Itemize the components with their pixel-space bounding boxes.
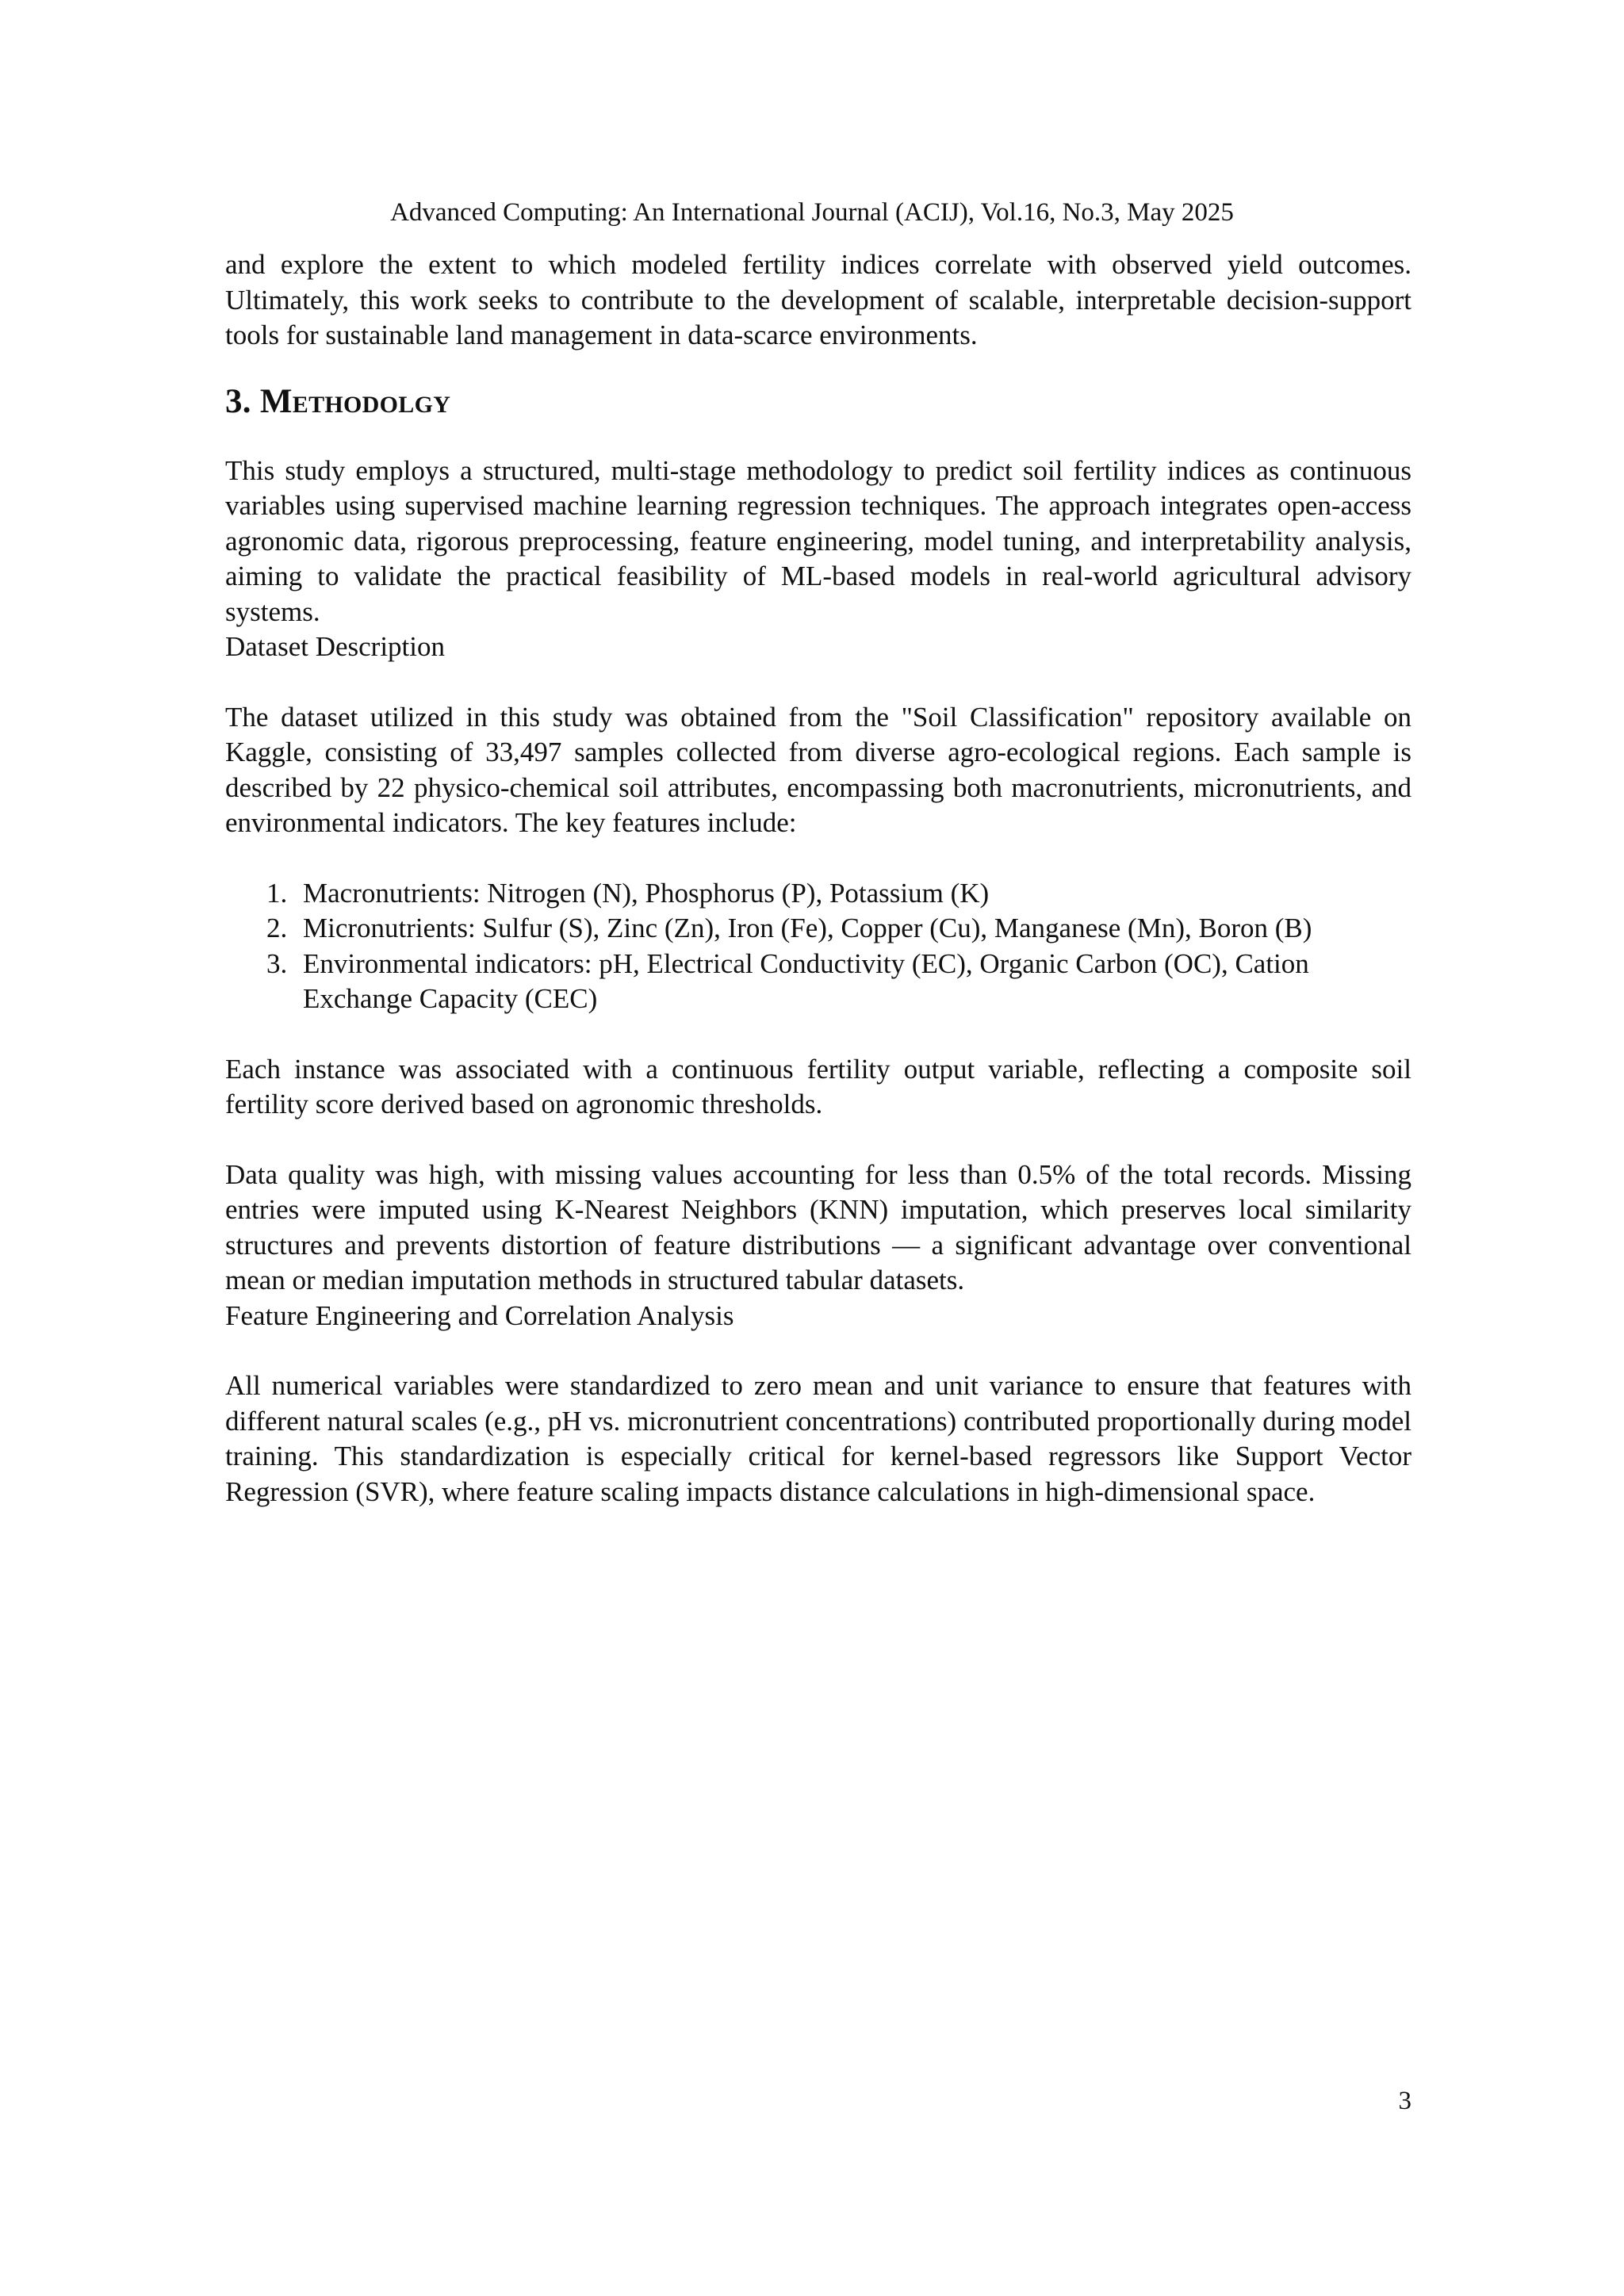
list-item-text: Environmental indicators: pH, Electrical Conductivity (EC), Organic Carbon (OC), Cation Exchange Capacity (CEC) (303, 947, 1309, 1014)
spacer (225, 422, 1411, 453)
list-item (266, 876, 1411, 912)
data-quality-paragraph: Data quality was high, with missing values accounting for less than 0.5% of the total records. Missing entries were imputed using K-Nearest Neighbors (KNN) imputation, which preserves local similarity structures and prevents distortion of feature distributions — a significant advantage over conventional mean or median imputation methods in structured tabular datasets. (225, 1158, 1411, 1295)
dataset-paragraph: The dataset utilized in this study was obtained from the "Soil Classification" repository available on Kaggle, consisting of 33,497 samples collected from diverse agro-ecological regions. Each sample is described by 22 physico-chemical soil attributes, encompassing both macronutrients, micronutrients, and environmental indicators. The key features include: (225, 701, 1411, 838)
list-item (266, 911, 1411, 947)
list-item (266, 947, 1411, 1017)
dataset-subheading: Dataset Description (225, 631, 445, 662)
intro-tail-paragraph: and explore the extent to which modeled fertility indices correlate with observed yield outcomes. Ultimately, this work seeks to contribute to the development of scalable, interpretable decision-support tools for sustainable land management in data-scarce environments. (225, 249, 1411, 350)
feature-engineering-subheading: Feature Engineering and Correlation Analysis (225, 1299, 734, 1331)
methodology-overview-paragraph: This study employs a structured, multi-stage methodology to predict soil fertility indices as continuous variables using supervised machine learning regression techniques. The approach integrates open-access agronomic data, rigorous preprocessing, feature engineering, model tuning, and interpretability analysis, aiming to validate the practical feasibility of ML-based models in real-world agricultural advisory systems. (225, 454, 1411, 627)
list-item-text: Micronutrients: Sulfur (S), Zinc (Zn), Iron (Fe), Copper (Cu), Manganese (Mn), Boron (B) (303, 913, 1312, 943)
feature-list (225, 876, 1411, 1017)
spacer (225, 1123, 1411, 1158)
body-column (225, 247, 1411, 1510)
list-number: 1. (266, 877, 288, 909)
standardization-paragraph: All numerical variables were standardized to zero mean and unit variance to ensure that features with different natural scales (e.g., pH vs. micronutrient concentrations) contributed proportionally during model training. This standardization is especially critical for kernel-based regressors like Support Vector Regression (SVR), where feature scaling impacts distance calculations in high-dimensional space. (225, 1370, 1411, 1507)
spacer (225, 1334, 1411, 1368)
running-header: Advanced Computing: An International Journal (ACIJ), Vol.16, No.3, May 2025 (390, 198, 1234, 227)
list-item-text: Macronutrients: Nitrogen (N), Phosphorus (P), Potassium (K) (303, 877, 990, 909)
section-heading: 3. Methodolgy (225, 382, 451, 420)
spacer (225, 354, 1411, 382)
spacer (225, 665, 1411, 700)
spacer (225, 841, 1411, 876)
instance-paragraph: Each instance was associated with a continuous fertility output variable, reflecting a composite soil fertility score derived based on agronomic thresholds. (225, 1053, 1411, 1119)
spacer (225, 1017, 1411, 1052)
list-number: 3. (266, 947, 288, 979)
page-number: 3 (1398, 2087, 1411, 2115)
list-number: 2. (266, 913, 288, 943)
